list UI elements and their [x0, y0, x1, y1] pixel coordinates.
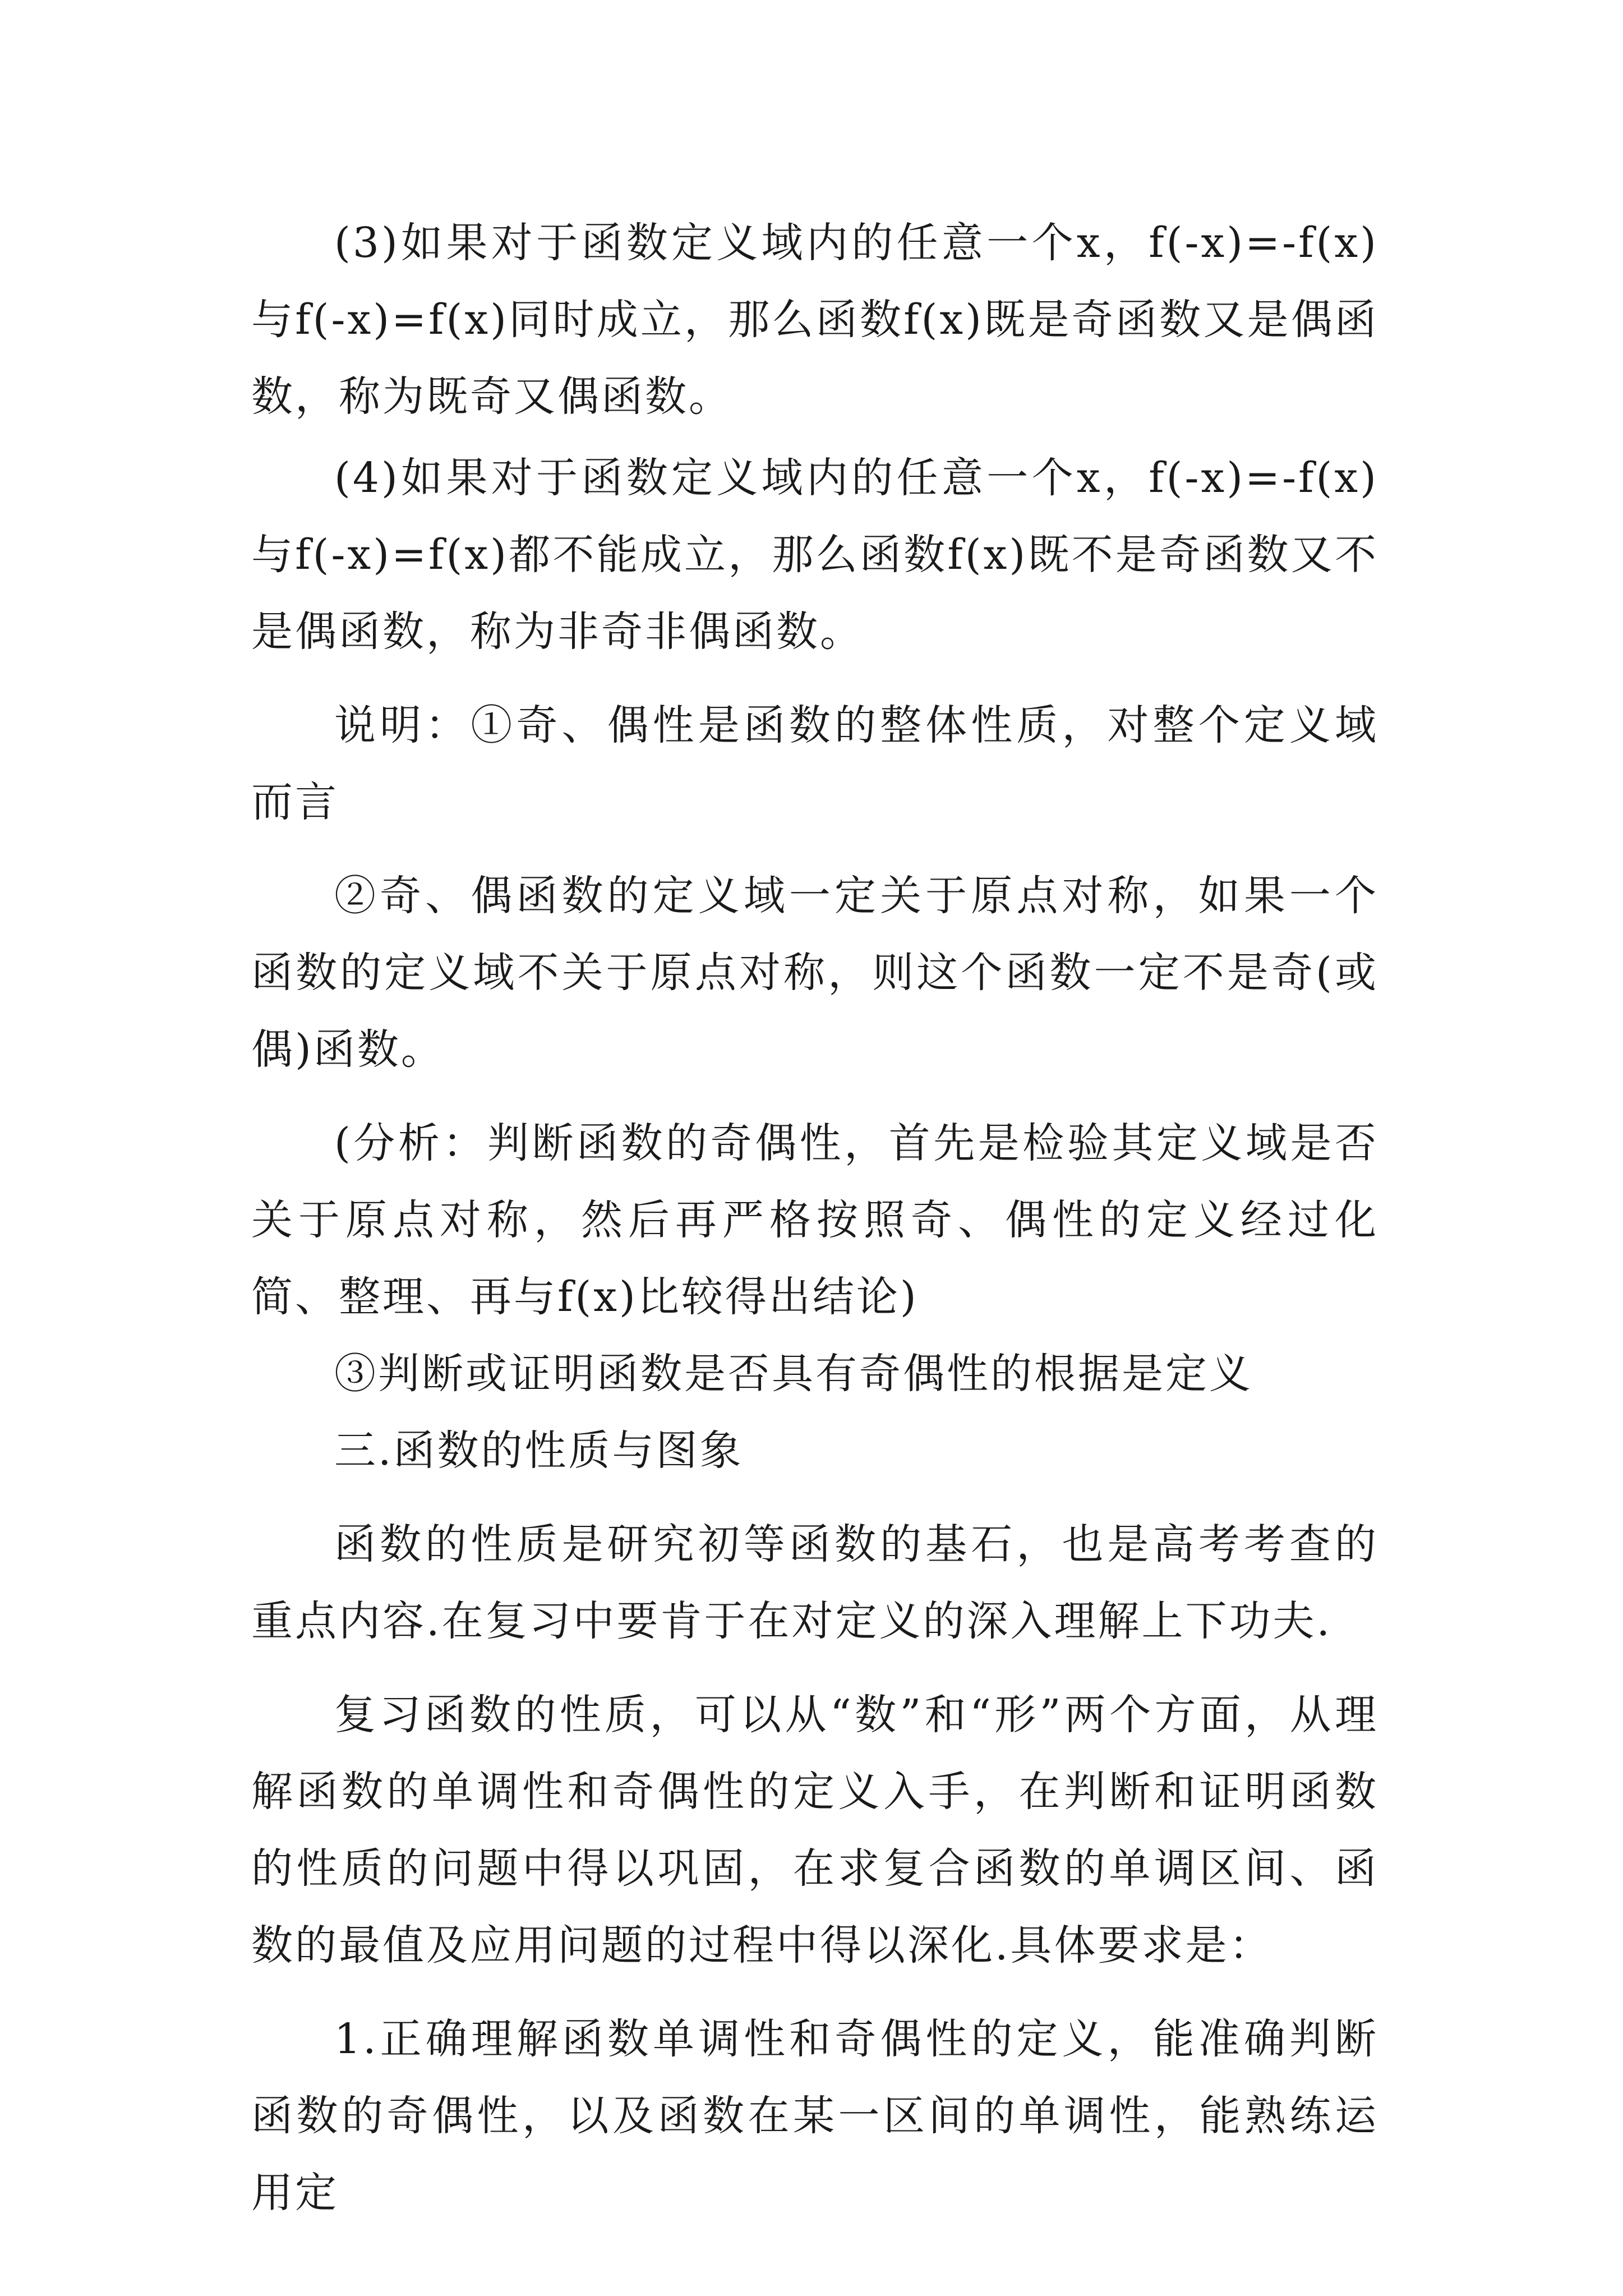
section-heading-3: 三.函数的性质与图象	[334, 1427, 744, 1475]
paragraph-analysis: (分析：判断函数的奇偶性，首先是检验其定义域是否关于原点对称，然后再严格按照奇、偶性的定义经过化简、整理、再与f(x)比较得出结论)	[251, 1119, 1378, 1321]
paragraph-neither-odd-nor-even: (4)如果对于函数定义域内的任意一个x，f(-x)=-f(x)与f(-x)=f(x)都不能成立，那么函数f(x)既不是奇函数又不是偶函数，称为非奇非偶函数。	[251, 454, 1378, 656]
paragraph-requirement-1: 1.正确理解函数单调性和奇偶性的定义，能准确判断函数的奇偶性，以及函数在某一区间的单调性，能熟练运用定	[251, 2015, 1378, 2217]
paragraph-odd-and-even-function: (3)如果对于函数定义域内的任意一个x，f(-x)=-f(x)与f(-x)=f(x)同时成立，那么函数f(x)既是奇函数又是偶函数，称为既奇又偶函数。	[251, 219, 1378, 421]
paragraph-note-2: ②奇、偶函数的定义域一定关于原点对称，如果一个函数的定义域不关于原点对称，则这个函数一定不是奇(或偶)函数。	[251, 872, 1378, 1074]
paragraph-function-properties: 函数的性质是研究初等函数的基石，也是高考考查的重点内容.在复习中要肯于在对定义的深入理解上下功夫.	[251, 1520, 1378, 1645]
paragraph-note-1: 说明：①奇、偶性是函数的整体性质，对整个定义域而言	[251, 701, 1378, 826]
paragraph-review-method: 复习函数的性质，可以从“数”和“形”两个方面，从理解函数的单调性和奇偶性的定义入手，在判断和证明函数的性质的问题中得以巩固，在求复合函数的单调区间、函数的最值及应用问题的过程中得以深化.具体要求是：	[251, 1691, 1378, 1970]
paragraph-note-3: ③判断或证明函数是否具有奇偶性的根据是定义	[334, 1350, 1253, 1398]
document-body	[251, 205, 1378, 2231]
